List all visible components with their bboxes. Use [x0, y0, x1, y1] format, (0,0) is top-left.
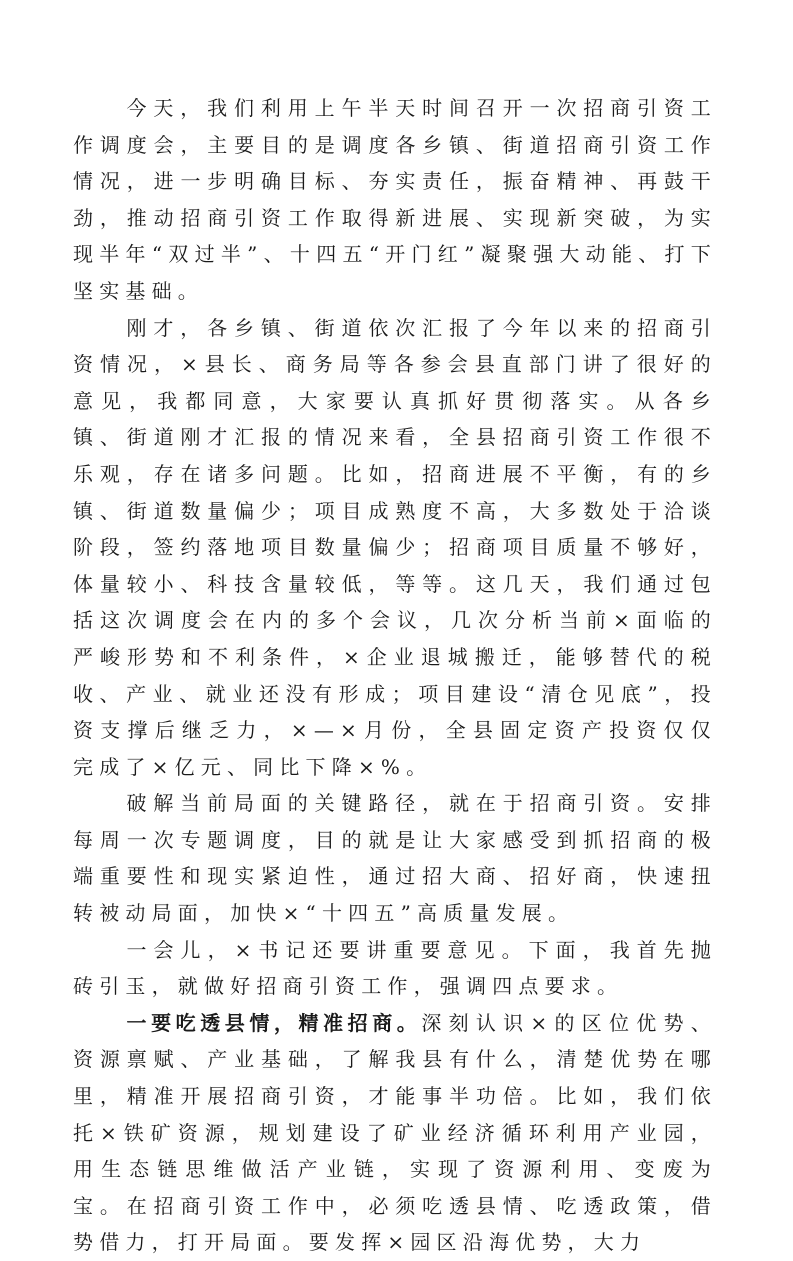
paragraph-transition — [73, 932, 717, 1005]
paragraph-text: 破解当前局面的关键路径，就在于招商引资。安排每周一次专题调度，目的就是让大家感受到抓招商的极端重要性和现实紧迫性，通过招大商、招好商，快速扭转被动局面，加快×“十四五”高质量发展。 — [73, 791, 717, 926]
paragraph-situation — [73, 310, 717, 786]
paragraph-text: 刚才，各乡镇、街道依次汇报了今年以来的招商引资情况，×县长、商务局等各参会县直部门讲了很好的意见，我都同意，大家要认真抓好贯彻落实。从各乡镇、街道刚才汇报的情况来看，全县招商引资工作很不乐观，存在诸多问题。比如，招商进展不平衡，有的乡镇、街道数量偏少；项目成熟度不高，大多数处于洽谈阶段，签约落地项目数量偏少；招商项目质量不够好，体量较小、科技含量较低，等等。这几天，我们通过包括这次调度会在内的多个会议，几次分析当前×面临的严峻形势和不利条件，×企业退城搬迁，能够替代的税收、产业、就业还没有形成；项目建设“清仓见底”，投资支撑后继乏力，×—×月份，全县固定资产投资仅仅完成了×亿元、同比下降×%。 — [73, 315, 717, 779]
paragraph-text: 一会儿，×书记还要讲重要意见。下面，我首先抛砖引玉，就做好招商引资工作，强调四点要求。 — [73, 937, 717, 999]
paragraph-key-path — [73, 785, 717, 931]
paragraph-opening — [73, 90, 717, 310]
paragraph-requirement-one — [73, 1005, 717, 1261]
document-page — [73, 90, 717, 1261]
section-heading: 一要吃透县情，精准招商。 — [126, 1010, 422, 1035]
paragraph-text: 今天，我们利用上午半天时间召开一次招商引资工作调度会，主要目的是调度各乡镇、街道招商引资工作情况，进一步明确目标、夯实责任，振奋精神、再鼓干劲，推动招商引资工作取得新进展、实现新突破，为实现半年“双过半”、十四五“开门红”凝聚强大动能、打下坚实基础。 — [73, 96, 717, 303]
paragraph-text: 深刻认识×的区位优势、资源禀赋、产业基础，了解我县有什么，清楚优势在哪里，精准开展招商引资，才能事半功倍。比如，我们依托×铁矿资源，规划建设了矿业经济循环利用产业园，用生态链思维做活产业链，实现了资源利用、变废为宝。在招商引资工作中，必须吃透县情、吃透政策，借势借力，打开局面。要发挥×园区沿海优势，大力 — [73, 1010, 717, 1255]
